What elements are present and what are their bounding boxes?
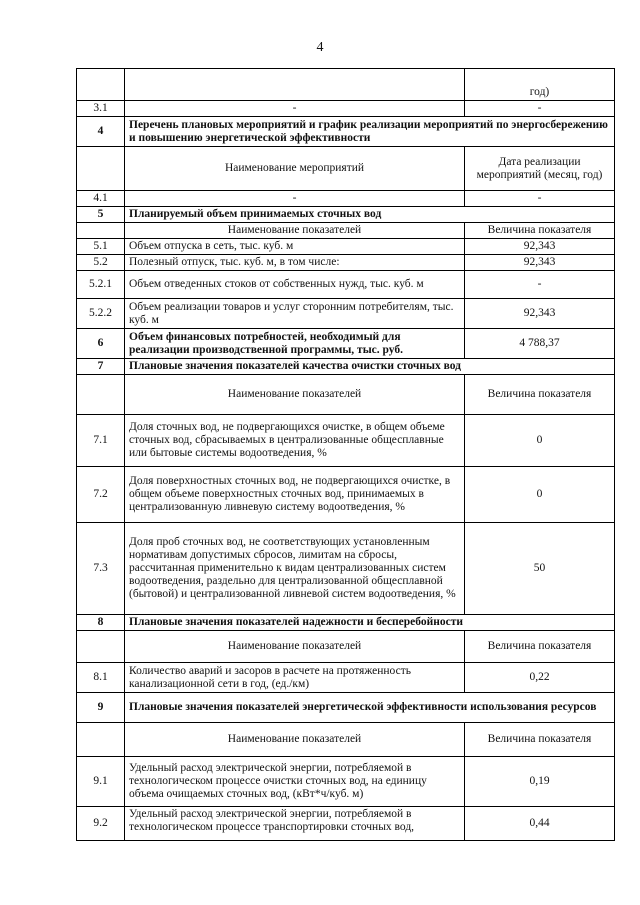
- table-row: [77, 663, 615, 693]
- section-row: [77, 615, 615, 631]
- row-value: 0: [465, 467, 615, 523]
- table-row: [77, 299, 615, 329]
- row-name: [125, 69, 465, 101]
- row-number: 6: [77, 329, 125, 359]
- row-name: Объем реализации товаров и услуг сторонним потребителям, тыс. куб. м: [125, 299, 465, 329]
- row-name: -: [125, 191, 465, 207]
- table-row: [77, 69, 615, 101]
- header-value: Величина показателя: [465, 723, 615, 757]
- header-row: [77, 223, 615, 239]
- table-row: [77, 255, 615, 271]
- header-row: [77, 723, 615, 757]
- row-value: 0: [465, 415, 615, 467]
- header-row: [77, 631, 615, 663]
- section-row: [77, 117, 615, 147]
- production-program-table: [76, 68, 615, 841]
- row-value: год): [465, 69, 615, 101]
- section-row: [77, 207, 615, 223]
- row-name: Удельный расход электрической энергии, потребляемой в технологическом процессе транспортировки сточных вод,: [125, 807, 465, 841]
- row-name: Доля поверхностных сточных вод, не подвергающихся очистке, в общем объеме поверхностных сточных вод, принимаемых в централизованную ливневую систему водоотведения, %: [125, 467, 465, 523]
- row-value: -: [465, 101, 615, 117]
- row-name: Объем отпуска в сеть, тыс. куб. м: [125, 239, 465, 255]
- row-value: 92,343: [465, 299, 615, 329]
- row-number: 5.2.1: [77, 271, 125, 299]
- header-row: [77, 375, 615, 415]
- row-number: 8.1: [77, 663, 125, 693]
- table-row: [77, 807, 615, 841]
- header-name: Наименование мероприятий: [125, 147, 465, 191]
- table-row: [77, 101, 615, 117]
- row-name: Удельный расход электрической энергии, потребляемой в технологическом процессе очистки сточных вод, на единицу объема очищаемых сточных вод, (кВт*ч/куб. м): [125, 757, 465, 807]
- row-number: 5.2: [77, 255, 125, 271]
- header-value: Величина показателя: [465, 375, 615, 415]
- header-value: Величина показателя: [465, 631, 615, 663]
- table-row: [77, 415, 615, 467]
- row-value: 0,44: [465, 807, 615, 841]
- page-number: 4: [316, 40, 324, 55]
- header-name: Наименование показателей: [125, 375, 465, 415]
- table-row: [77, 523, 615, 615]
- header-value: Величина показателя: [465, 223, 615, 239]
- row-name: Объем финансовых потребностей, необходимый для реализации производственной программы, тыс. руб.: [125, 329, 465, 359]
- row-value: -: [465, 191, 615, 207]
- row-number: 9.1: [77, 757, 125, 807]
- section-title: Плановые значения показателей качества очистки сточных вод: [125, 359, 615, 375]
- header-row: [77, 147, 615, 191]
- row-name: Количество аварий и засоров в расчете на протяженность канализационной сети в год, (ед./км): [125, 663, 465, 693]
- header-name: Наименование показателей: [125, 723, 465, 757]
- row-name: Доля проб сточных вод, не соответствующих установленным нормативам допустимых сбросов, лимитам на сбросы, рассчитанная применительно к видам централизованных систем водоотведения, раздельно для централизованной общесплавной (бытовой) и централизованной ливневой систем водоотведения, %: [125, 523, 465, 615]
- table-row: [77, 239, 615, 255]
- row-value: 50: [465, 523, 615, 615]
- row-number: [77, 69, 125, 101]
- row-number: 5.1: [77, 239, 125, 255]
- row-value: 4 788,37: [465, 329, 615, 359]
- section-title: Плановые значения показателей надежности и бесперебойности: [125, 615, 615, 631]
- row-name: -: [125, 101, 465, 117]
- section-title: Планируемый объем принимаемых сточных вод: [125, 207, 615, 223]
- row-number: 7.2: [77, 467, 125, 523]
- row-value: 0,19: [465, 757, 615, 807]
- section-row: [77, 359, 615, 375]
- row-value: 92,343: [465, 255, 615, 271]
- section-row: [77, 693, 615, 723]
- table-row: [77, 757, 615, 807]
- row-value: 92,343: [465, 239, 615, 255]
- section-title: Плановые значения показателей энергетической эффективности использования ресурсов: [125, 693, 615, 723]
- row-name: Полезный отпуск, тыс. куб. м, в том числе:: [125, 255, 465, 271]
- row-number: 9.2: [77, 807, 125, 841]
- row-number: 3.1: [77, 101, 125, 117]
- section-number: 7: [77, 359, 125, 375]
- header-name: Наименование показателей: [125, 223, 465, 239]
- section-number: 8: [77, 615, 125, 631]
- section-number: 9: [77, 693, 125, 723]
- row-number: 7.1: [77, 415, 125, 467]
- header-name: Наименование показателей: [125, 631, 465, 663]
- row-value: -: [465, 271, 615, 299]
- row-number: 4.1: [77, 191, 125, 207]
- row-value: 0,22: [465, 663, 615, 693]
- table-row: [77, 191, 615, 207]
- row-name: Объем отведенных стоков от собственных нужд, тыс. куб. м: [125, 271, 465, 299]
- table-row: [77, 271, 615, 299]
- header-value: Дата реализации мероприятий (месяц, год): [465, 147, 615, 191]
- row-number: 7.3: [77, 523, 125, 615]
- row-name: Доля сточных вод, не подвергающихся очистке, в общем объеме сточных вод, сбрасываемых в централизованные общесплавные или бытовые системы водоотведения, %: [125, 415, 465, 467]
- table-row: [77, 467, 615, 523]
- section-title: Перечень плановых мероприятий и график реализации мероприятий по энергосбережению и повышению энергетической эффективности: [125, 117, 615, 147]
- table-row: [77, 329, 615, 359]
- row-number: 5.2.2: [77, 299, 125, 329]
- section-number: 5: [77, 207, 125, 223]
- section-number: 4: [77, 117, 125, 147]
